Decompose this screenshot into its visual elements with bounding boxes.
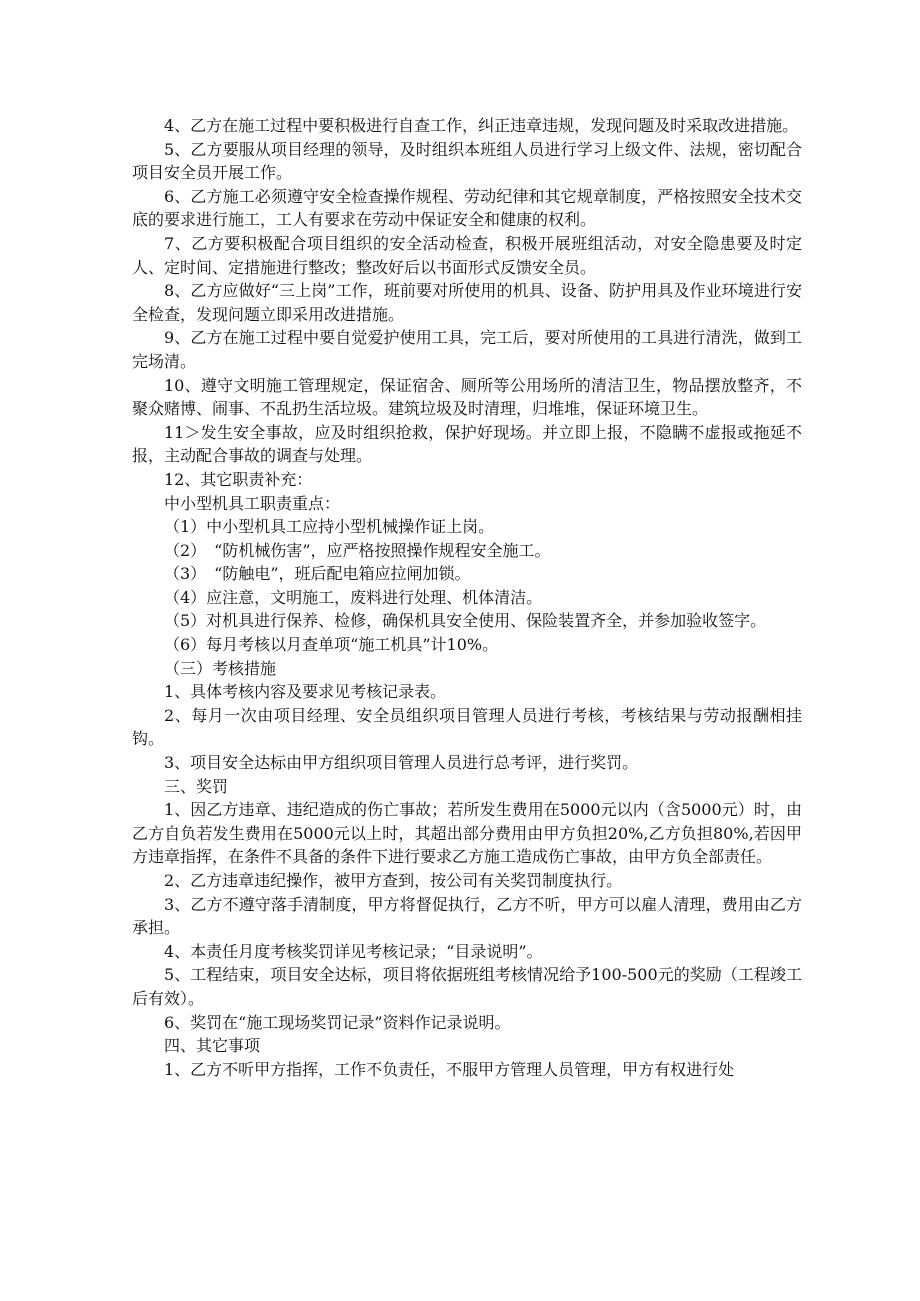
paragraph: 7、乙方要积极配合项目组织的安全活动检查，积极开展班组活动，对安全隐患要及时定人、定时间、定措施进行整改；整改好后以书面形式反馈安全员。 — [132, 233, 802, 277]
section-heading: （三）考核措施 — [164, 658, 277, 678]
section-heading: 三、奖罚 — [164, 776, 229, 796]
list-item: （6）每月考核以月查单项“施工机具”计10%。 — [164, 635, 499, 655]
paragraph: 10、遵守文明施工管理规定，保证宿舍、厕所等公用场所的清洁卫生，物品摆放整齐，不聚众赌博、闹事、不乱扔生活垃圾。建筑垃圾及时清理，归堆堆，保证环境卫生。 — [132, 375, 802, 419]
paragraph: 4、本责任月度考核奖罚详见考核记录；“目录说明”。 — [164, 941, 543, 961]
paragraph: 6、乙方施工必须遵守安全检查操作规程、劳动纪律和其它规章制度，严格按照安全技术交底的要求进行施工，工人有要求在劳动中保证安全和健康的权利。 — [132, 186, 802, 230]
paragraph: 2、乙方违章违纪操作，被甲方查到，按公司有关奖罚制度执行。 — [164, 871, 623, 890]
paragraph: 1、具体考核内容及要求见考核记录表。 — [164, 682, 447, 702]
paragraph: 2、每月一次由项目经理、安全员组织项目管理人员进行考核，考核结果与劳动报酬相挂钩。 — [132, 705, 802, 749]
document-body — [132, 114, 802, 1081]
paragraph: 11＞发生安全事故，应及时组织抢救，保护好现场。并立即上报，不隐瞒不虚报或拖延不报，主动配合事故的调查与处理。 — [132, 422, 802, 466]
paragraph: 8、乙方应做好“三上岗”工作，班前要对所使用的机具、设备、防护用具及作业环境进行安全检查，发现问题立即采用改进措施。 — [132, 281, 802, 324]
paragraph: 6、奖罚在“施工现场奖罚记录”资料作记录说明。 — [164, 1012, 511, 1032]
paragraph: 3、项目安全达标由甲方组织项目管理人员进行总考评，进行奖罚。 — [164, 753, 639, 773]
paragraph: 3、乙方不遵守落手清制度，甲方将督促执行，乙方不听，甲方可以雇人清理，费用由乙方承担。 — [132, 894, 802, 938]
paragraph: 9、乙方在施工过程中要自觉爱护使用工具，完工后，要对所使用的工具进行清洗，做到工完场清。 — [132, 328, 802, 371]
paragraph: 5、工程结束，项目安全达标，项目将依据班组考核情况给予100-500元的奖励（工程竣工后有效）。 — [132, 965, 802, 1008]
section-heading: 中小型机具工职责重点： — [164, 493, 341, 513]
paragraph: 1、乙方不听甲方指挥，工作不负责任，不服甲方管理人员管理，甲方有权进行处 — [164, 1059, 735, 1079]
list-item: （5）对机具进行保养、检修，确保机具安全使用、保险装置齐全，并参加验收签字。 — [164, 611, 767, 631]
list-item: （2） “防机械伤害”，应严格按照操作规程安全施工。 — [164, 540, 551, 560]
list-item: （1）中小型机具工应持小型机械操作证上岗。 — [164, 517, 495, 537]
list-item: （4）应注意，文明施工，废料进行处理、机体清洁。 — [164, 587, 543, 607]
paragraph: 12、其它职责补充： — [164, 469, 313, 489]
section-heading: 四、其它事项 — [164, 1036, 261, 1056]
paragraph: 5、乙方要服从项目经理的领导，及时组织本班组人员进行学习上级文件、法规，密切配合项目安全员开展工作。 — [132, 139, 802, 183]
paragraph: 1、因乙方违章、违纪造成的伤亡事故；若所发生费用在5000元以内（含5000元）时，由乙方自负若发生费用在5000元以上时，其超出部分费用由甲方负担20%,乙方负担80%,若因甲方违章指挥，在条件不具备的条件下进行要求乙方施工造成伤亡事故，由甲方负全部责任。 — [132, 800, 802, 867]
list-item: （3） “防触电”，班后配电箱应拉闸加锁。 — [164, 564, 471, 584]
paragraph: 4、乙方在施工过程中要积极进行自查工作，纠正违章违规，发现问题及时采取改进措施。 — [164, 116, 799, 135]
